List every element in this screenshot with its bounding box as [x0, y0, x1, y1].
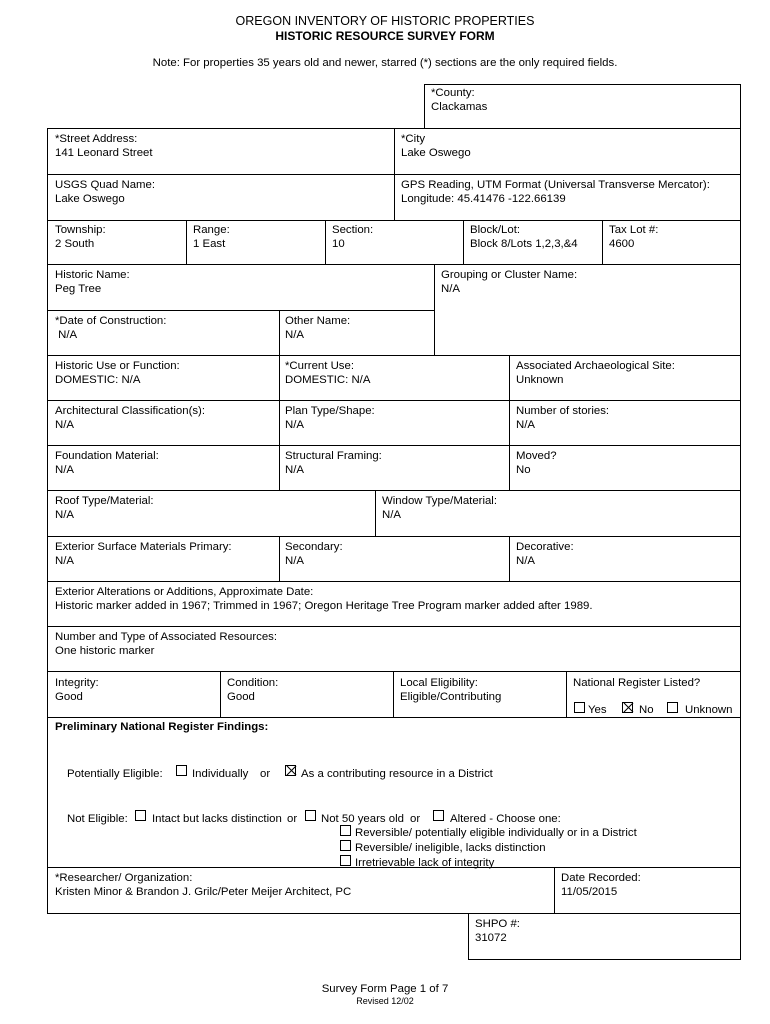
gps-label: GPS Reading, UTM Format (Universal Transverse Mercator): [401, 179, 710, 191]
local-eligibility-value: Eligible/Contributing [400, 691, 502, 703]
moved-label: Moved? [516, 450, 557, 462]
current-use-value: DOMESTIC: N/A [285, 374, 371, 386]
secondary-label: Secondary: [285, 541, 343, 553]
grid-line [566, 671, 567, 717]
or-text-3: or [410, 813, 421, 825]
range-label: Range: [193, 224, 230, 236]
grid-line [47, 626, 741, 627]
township-label: Township: [55, 224, 106, 236]
grid-line [47, 490, 741, 491]
section-value: 10 [332, 238, 345, 250]
historic-name-label: Historic Name: [55, 269, 130, 281]
grid-line [47, 174, 741, 175]
grid-line [47, 310, 435, 311]
date-construction-label: *Date of Construction: [55, 315, 167, 327]
other-name-value: N/A [285, 329, 304, 341]
grid-line [47, 400, 741, 401]
block-lot-value: Block 8/Lots 1,2,3,&4 [470, 238, 578, 250]
findings-title: Preliminary National Register Findings: [55, 721, 269, 733]
grid-line [602, 220, 603, 264]
date-construction-value: N/A [55, 329, 78, 341]
grid-line [47, 355, 741, 356]
condition-label: Condition: [227, 677, 279, 689]
township-value: 2 South [55, 238, 95, 250]
not50-checkbox[interactable] [305, 810, 316, 821]
grouping-value: N/A [441, 283, 460, 295]
decorative-value: N/A [516, 555, 535, 567]
grid-line [509, 536, 510, 581]
archaeological-site-label: Associated Archaeological Site: [516, 360, 675, 372]
grid-line [468, 913, 469, 959]
county-label: *County: [431, 87, 475, 99]
integrity-label: Integrity: [55, 677, 99, 689]
date-recorded-label: Date Recorded: [561, 872, 641, 884]
grid-line [47, 717, 741, 718]
grid-line [186, 220, 187, 264]
local-eligibility-label: Local Eligibility: [400, 677, 478, 689]
nr-unknown-label: Unknown [685, 704, 733, 716]
grid-line [220, 671, 221, 717]
or-text-2: or [287, 813, 298, 825]
researcher-value: Kristen Minor & Brandon J. Grilc/Peter Meijer Architect, PC [55, 886, 352, 898]
secondary-value: N/A [285, 555, 304, 567]
individually-label: Individually [192, 768, 249, 780]
street-address-label: *Street Address: [55, 133, 138, 145]
moved-value: No [516, 464, 531, 476]
reversible-ineligible-label: Reversible/ ineligible, lacks distinction [355, 842, 546, 854]
block-lot-label: Block/Lot: [470, 224, 521, 236]
city-label: *City [401, 133, 426, 145]
associated-resources-value: One historic marker [55, 645, 155, 657]
alterations-value: Historic marker added in 1967; Trimmed in 1967; Oregon Heritage Tree Program marker added after 1989. [55, 600, 593, 612]
section-label: Section: [332, 224, 374, 236]
associated-resources-label: Number and Type of Associated Resources: [55, 631, 278, 643]
grid-line [47, 264, 741, 265]
revision-note: Revised 12/02 [356, 996, 414, 1006]
alterations-label: Exterior Alterations or Additions, Approximate Date: [55, 586, 314, 598]
grid-line [47, 581, 741, 582]
usgs-quad-value: Lake Oswego [55, 193, 125, 205]
foundation-label: Foundation Material: [55, 450, 159, 462]
usgs-quad-label: USGS Quad Name: [55, 179, 156, 191]
national-register-label: National Register Listed? [573, 677, 701, 689]
gps-value: Longitude: 45.41476 -122.66139 [401, 193, 566, 205]
form-agency-title: OREGON INVENTORY OF HISTORIC PROPERTIES [235, 14, 535, 28]
grid-line [279, 355, 280, 490]
historic-name-value: Peg Tree [55, 283, 102, 295]
roof-label: Roof Type/Material: [55, 495, 154, 507]
not-eligible-label: Not Eligible: [67, 813, 128, 825]
exterior-primary-value: N/A [55, 555, 74, 567]
roof-value: N/A [55, 509, 74, 521]
grouping-label: Grouping or Cluster Name: [441, 269, 578, 281]
tax-lot-value: 4600 [609, 238, 635, 250]
irretrievable-label: Irretrievable lack of integrity [355, 857, 495, 869]
plan-type-value: N/A [285, 419, 304, 431]
current-use-label: *Current Use: [285, 360, 355, 372]
intact-checkbox[interactable] [135, 810, 146, 821]
shpo-value: 31072 [475, 932, 507, 944]
tax-lot-label: Tax Lot #: [609, 224, 659, 236]
grid-line [468, 959, 741, 960]
range-value: 1 East [193, 238, 226, 250]
reversible-ineligible-checkbox[interactable] [340, 840, 351, 851]
potentially-eligible-label: Potentially Eligible: [67, 768, 163, 780]
city-value: Lake Oswego [401, 147, 471, 159]
not50-label: Not 50 years old [321, 813, 404, 825]
historic-use-value: DOMESTIC: N/A [55, 374, 141, 386]
exterior-primary-label: Exterior Surface Materials Primary: [55, 541, 232, 553]
nr-unknown-checkbox[interactable] [667, 702, 678, 713]
nr-yes-checkbox[interactable] [574, 702, 585, 713]
grid-line [47, 220, 741, 221]
integrity-value: Good [55, 691, 83, 703]
historic-use-label: Historic Use or Function: [55, 360, 180, 372]
form-right-border [740, 84, 741, 959]
reversible-eligible-label: Reversible/ potentially eligible individually or in a District [355, 827, 637, 839]
window-value: N/A [382, 509, 401, 521]
grid-line [424, 84, 425, 128]
grid-line [509, 355, 510, 490]
street-address-value: 141 Leonard Street [55, 147, 153, 159]
foundation-value: N/A [55, 464, 74, 476]
nr-no-checkbox[interactable] [622, 702, 633, 713]
form-title: HISTORIC RESOURCE SURVEY FORM [275, 29, 495, 43]
grid-line [279, 310, 280, 355]
nr-no-label: No [639, 704, 654, 716]
grid-line [463, 220, 464, 264]
individually-checkbox[interactable] [176, 765, 187, 776]
arch-classification-label: Architectural Classification(s): [55, 405, 206, 417]
contributing-label: As a contributing resource in a District [301, 768, 493, 780]
grid-line [424, 84, 741, 85]
page-number: Survey Form Page 1 of 7 [321, 983, 449, 995]
form-note: Note: For properties 35 years old and newer, starred (*) sections are the only required fields. [152, 57, 618, 69]
reversible-eligible-checkbox[interactable] [340, 825, 351, 836]
form-left-border [47, 128, 48, 913]
arch-classification-value: N/A [55, 419, 74, 431]
or-text: or [260, 768, 271, 780]
grid-line [47, 536, 741, 537]
decorative-label: Decorative: [516, 541, 574, 553]
researcher-label: *Researcher/ Organization: [55, 872, 193, 884]
altered-label: Altered - Choose one: [450, 813, 561, 825]
other-name-label: Other Name: [285, 315, 351, 327]
contributing-checkbox[interactable] [285, 765, 296, 776]
plan-type-label: Plan Type/Shape: [285, 405, 375, 417]
grid-line [325, 220, 326, 264]
intact-label: Intact but lacks distinction [152, 813, 282, 825]
framing-label: Structural Framing: [285, 450, 382, 462]
grid-line [554, 867, 555, 913]
grid-line [375, 490, 376, 536]
grid-line [47, 445, 741, 446]
county-value: Clackamas [431, 101, 488, 113]
stories-label: Number of stories: [516, 405, 610, 417]
archaeological-site-value: Unknown [516, 374, 564, 386]
grid-line [47, 913, 741, 914]
stories-value: N/A [516, 419, 535, 431]
nr-yes-label: Yes [588, 704, 607, 716]
grid-line [47, 671, 741, 672]
shpo-label: SHPO #: [475, 918, 520, 930]
window-label: Window Type/Material: [382, 495, 498, 507]
altered-checkbox[interactable] [433, 810, 444, 821]
date-recorded-value: 11/05/2015 [561, 886, 618, 898]
condition-value: Good [227, 691, 255, 703]
grid-line [279, 536, 280, 581]
irretrievable-checkbox[interactable] [340, 855, 351, 866]
framing-value: N/A [285, 464, 304, 476]
grid-line [393, 671, 394, 717]
